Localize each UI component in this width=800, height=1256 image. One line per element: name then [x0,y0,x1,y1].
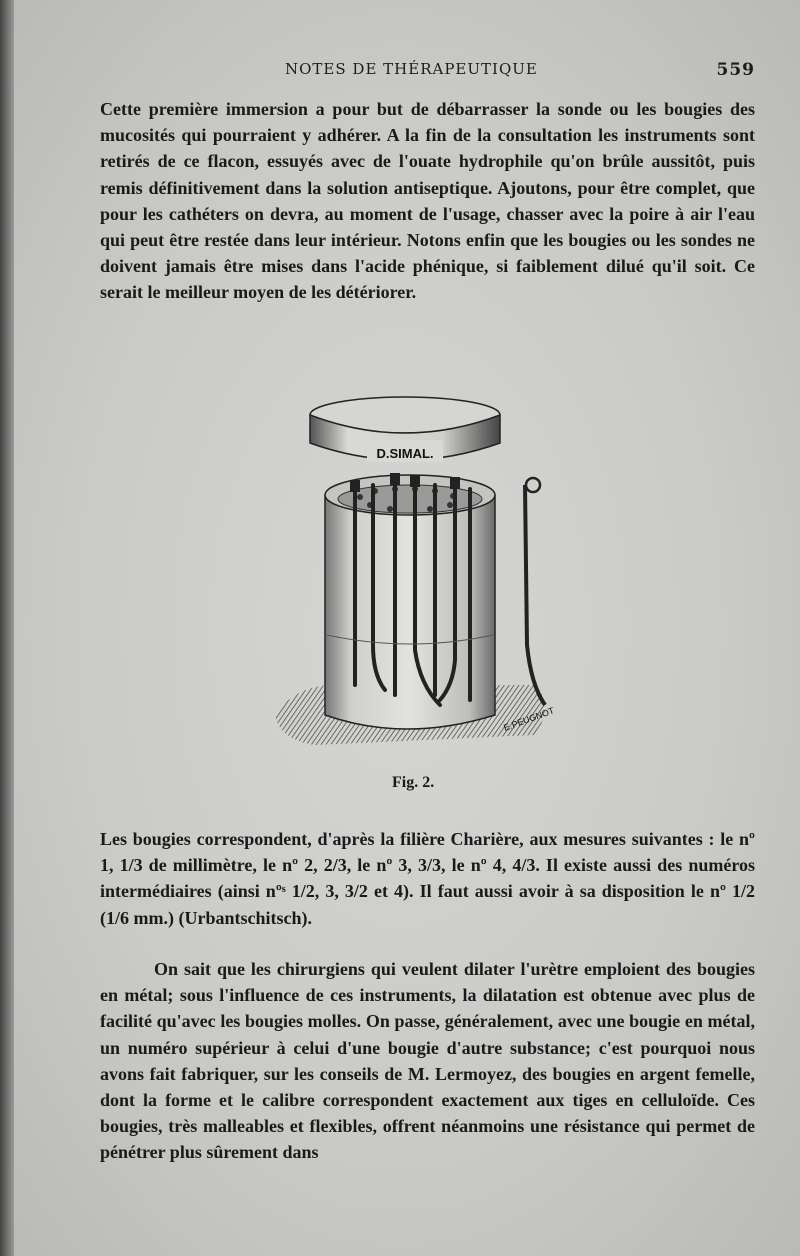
page-header [100,60,755,84]
figure-sterilizing-jar [255,385,575,760]
running-title: NOTES DE THÉRAPEUTIQUE [285,60,538,78]
jar-illustration [255,385,575,760]
paragraph-bougies-sizes: Les bougies correspondent, d'après la filière Charière, aux mesures suivantes : le nº 1, 1/3 de millimètre, le nº 2, 2/3, le nº 3, 3/3, le nº 4, 4/3. Il existe aussi des numéros intermédiaires (ainsi nºˢ 1/2, 3, 3/2 et 4). Il faut aussi avoir à sa disposition le nº 1/2 (1/6 mm.) (Urbantschitsch). [100,829,755,928]
paragraph-metal-bougies: On sait que les chirurgiens qui veulent dilater l'urètre emploient des bougies en métal; sous l'influence de ces instruments, la dilatation est obtenue avec plus de facilité qu'avec les bougies molles. On passe, généralement, avec une bougie en métal, un numéro supérieur à celui d'une bougie d'autre substance; c'est pourquoi nous avons fait fabriquer, sur les conseils de M. Lermoyez, des bougies en argent femelle, dont la forme et le calibre correspondent exactement aux tiges en celluloïde. Ces bougies, très malleables et flexibles, offrent néanmoins une résistance qui permet de pénétrer plus sûrement dans [100,959,755,1163]
paragraph-immersion: Cette première immersion a pour but de débarrasser la sonde ou les bougies des mucosités qui pourraient y adhérer. A la fin de la consultation les instruments sont retirés de ce flacon, essuyés avec de l'ouate hydrophile qu'on brûle aussitôt, puis remis définitivement dans la solution antiseptique. Ajoutons, pour être complet, que pour les cathéters on devra, au moment de l'usage, chasser avec la poire à air l'eau qui peut être restée dans leur intérieur. Notons enfin que les bougies ou les sondes ne doivent jamais être mises dans l'acide phénique, si faiblement dilué qu'il soit. Ce serait le meilleur moyen de les détériorer. [100,99,755,303]
figure-caption: Fig. 2. [392,774,435,791]
engraver-signature: E.PEUGNOT [502,705,556,733]
page-gutter-shadow [0,0,14,1256]
page-number: 559 [716,60,755,80]
lid-label: D.SIMAL. [376,446,434,461]
